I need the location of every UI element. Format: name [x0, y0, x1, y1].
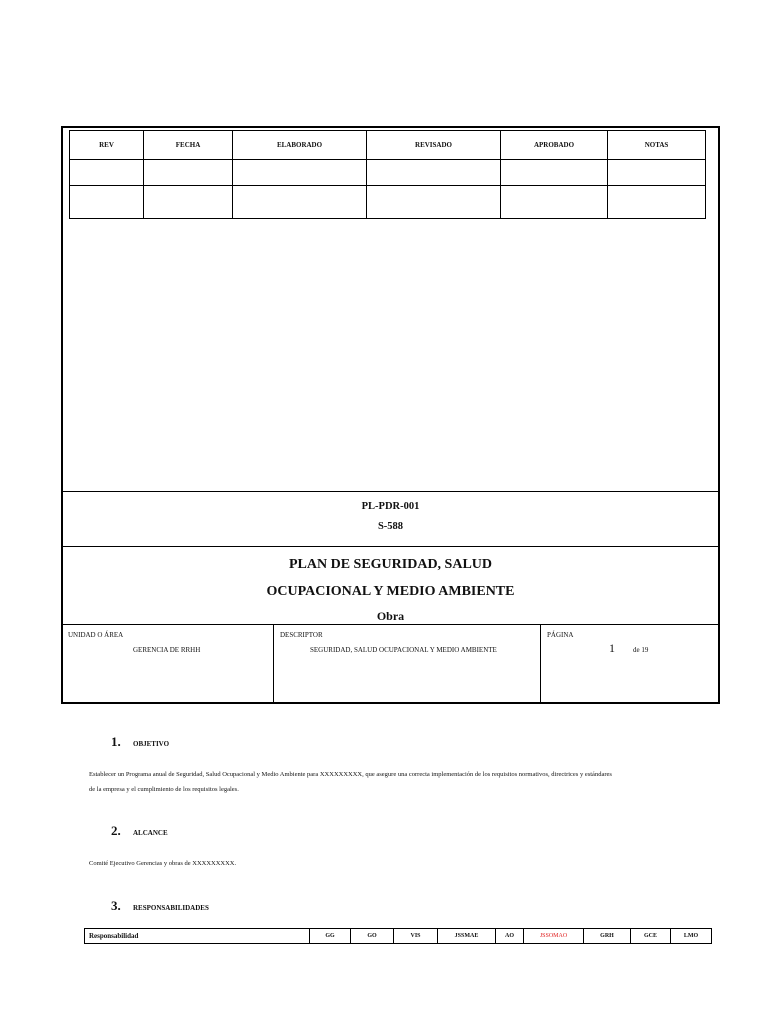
- revision-table-header: [70, 131, 706, 160]
- descriptor-label: DESCRIPTOR: [280, 631, 323, 639]
- table-cell: [501, 160, 608, 186]
- divider: [63, 491, 718, 492]
- unit-value: GERENCIA DE RRHH: [133, 646, 201, 654]
- page-total: de 19: [633, 646, 649, 654]
- descriptor-value: SEGURIDAD, SALUD OCUPACIONAL Y MEDIO AMBIENTE: [310, 646, 497, 654]
- table-cell: [608, 160, 706, 186]
- objective-text-line-2: de la empresa y el cumplimiento de los requisitos legales.: [89, 786, 239, 793]
- objective-text-line-1: Establecer un Programa anual de Seguridad, Salud Ocupacional y Medio Ambiente para XXXXXXXXX, que asegure una correcta implementación de los requisitos normativos, directrices y estándares: [89, 771, 612, 778]
- prepared-header: ELABORADO: [233, 131, 367, 160]
- document-cover-frame: [61, 126, 720, 704]
- page-number: 1: [609, 641, 615, 655]
- table-cell: [367, 186, 501, 219]
- section-title-scope: ALCANCE: [133, 829, 168, 837]
- table-cell: [70, 160, 144, 186]
- table-header-cell: GRH: [584, 929, 631, 944]
- title-line-3: Obra: [376, 609, 405, 623]
- unit-label: UNIDAD O ÁREA: [68, 631, 124, 639]
- divider: [540, 625, 541, 703]
- section-number: 2.: [111, 823, 121, 838]
- table-cell: [144, 186, 233, 219]
- section-title-objective: OBJETIVO: [133, 740, 170, 748]
- table-cell: [70, 186, 144, 219]
- section-number: 1.: [111, 734, 121, 749]
- reviewed-header: REVISADO: [367, 131, 501, 160]
- page-label: PÁGINA: [547, 631, 574, 639]
- table-row: [70, 186, 706, 219]
- table-header-cell: GO: [351, 929, 394, 944]
- approved-header: APROBADO: [501, 131, 608, 160]
- table-header-cell: JSSMAE: [438, 929, 496, 944]
- notes-header: NOTAS: [608, 131, 706, 160]
- table-row: [85, 929, 712, 944]
- responsibility-header: Responsabilidad: [85, 929, 310, 944]
- table-header-cell: LMO: [671, 929, 712, 944]
- table-cell: [144, 160, 233, 186]
- scope-text: Comité Ejecutivo Gerencias y obras de XXXXXXXXX.: [89, 860, 237, 867]
- date-header: FECHA: [144, 131, 233, 160]
- revision-table: [69, 130, 706, 219]
- rev-header: REV: [70, 131, 144, 160]
- table-cell: [367, 160, 501, 186]
- title-line-1: PLAN DE SEGURIDAD, SALUD: [288, 557, 493, 572]
- table-cell: [233, 160, 367, 186]
- table-header-cell: VIS: [394, 929, 438, 944]
- document-code: PL-PDR-001: [361, 501, 420, 512]
- table-cell: [501, 186, 608, 219]
- divider: [273, 625, 274, 703]
- table-cell: [608, 186, 706, 219]
- table-header-cell: GG: [310, 929, 351, 944]
- document-meta-row: [63, 624, 718, 703]
- table-header-cell-highlighted: JSSOMAO: [524, 929, 584, 944]
- divider: [63, 546, 718, 547]
- title-line-2: OCUPACIONAL Y MEDIO AMBIENTE: [266, 584, 515, 599]
- responsibility-table: [84, 928, 712, 944]
- section-title-responsibilities: RESPONSABILIDADES: [133, 904, 209, 912]
- table-row: [70, 160, 706, 186]
- table-header-cell: GCE: [631, 929, 671, 944]
- table-header-cell: AO: [496, 929, 524, 944]
- table-cell: [233, 186, 367, 219]
- section-number: 3.: [111, 898, 121, 913]
- document-sub-code: S-588: [377, 521, 404, 532]
